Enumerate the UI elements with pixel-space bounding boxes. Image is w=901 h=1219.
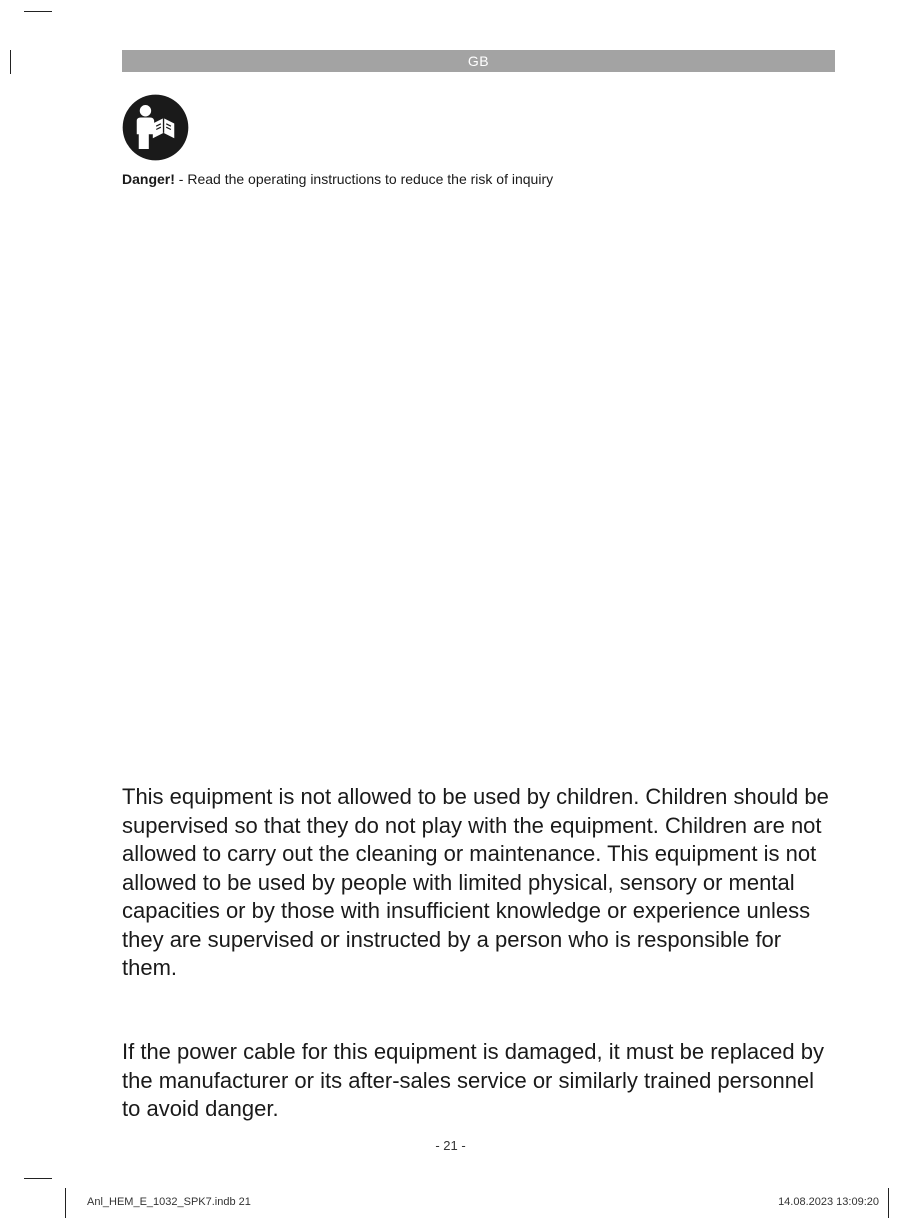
- footer-file-name: Anl_HEM_E_1032_SPK7.indb 21: [87, 1196, 251, 1208]
- crop-mark-bottom-left-vertical: [65, 1188, 66, 1218]
- power-cable-paragraph: If the power cable for this equipment is damaged, it must be replaced by the manufacturer or its after-sales service or similarly trained personnel to avoid danger.: [122, 1039, 824, 1121]
- crop-mark-bottom-right-vertical: [888, 1188, 889, 1218]
- danger-label: Danger!: [122, 171, 175, 187]
- language-header-bar: [122, 50, 835, 72]
- crop-mark-top-left-vertical: [10, 50, 11, 74]
- page-number: - 21 -: [435, 1138, 466, 1153]
- crop-mark-top-left-horizontal: [24, 11, 52, 12]
- footer-timestamp: 14.08.2023 13:09:20: [778, 1196, 879, 1208]
- language-code: GB: [467, 53, 490, 69]
- danger-text: - Read the operating instructions to reduce the risk of inquiry: [174, 171, 554, 187]
- read-manual-icon: [122, 94, 189, 161]
- danger-warning: [122, 171, 553, 187]
- children-safety-paragraph: This equipment is not allowed to be used by children. Children should be supervised so that they do not play with the equipment. Children are not allowed to carry out the cleaning or maintenance. This equipment is not allowed to be used by people with limited physical, sensory or mental capacities or by those with insufficient knowledge or experience unless they are supervised or instructed by a person who is responsible for them.: [122, 784, 829, 980]
- crop-mark-bottom-left-horizontal: [24, 1178, 52, 1179]
